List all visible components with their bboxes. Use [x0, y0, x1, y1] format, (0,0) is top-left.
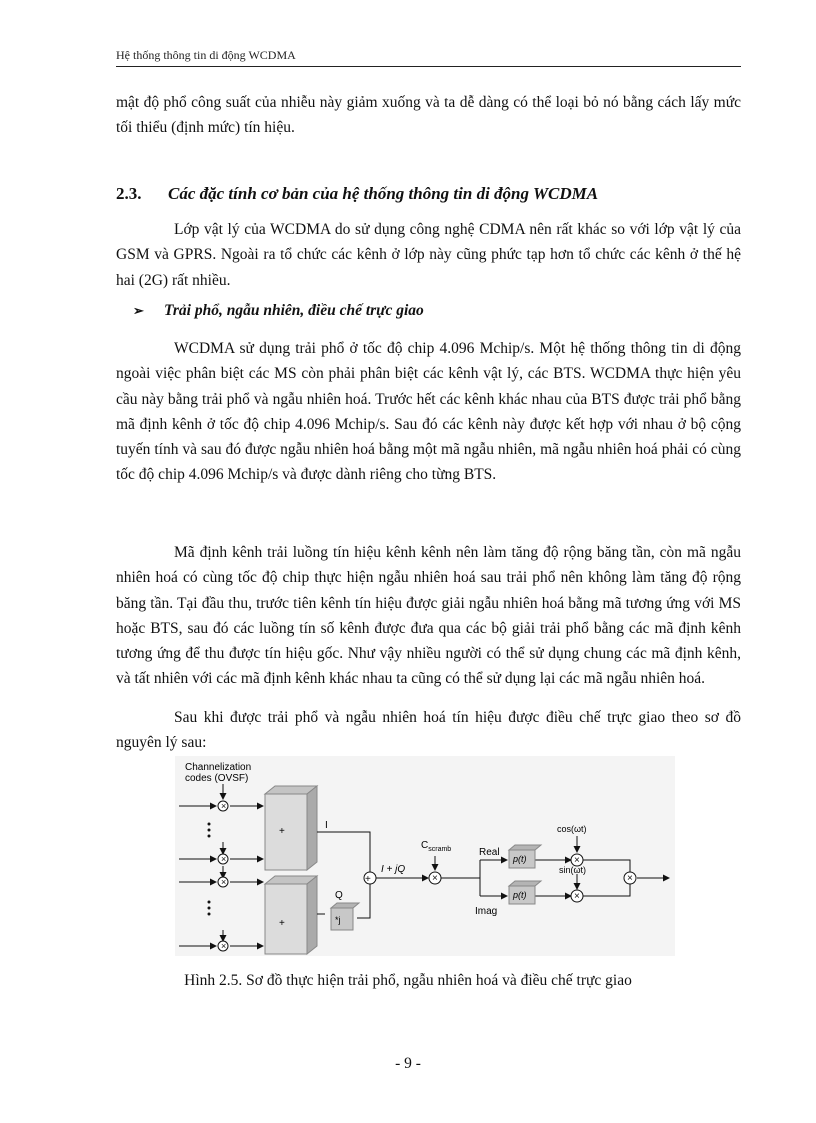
bullet-arrow-icon: ➢ — [133, 303, 144, 318]
label-i-plus-jq: I + jQ — [381, 864, 406, 875]
section-number: 2.3. — [116, 184, 142, 203]
bullet-heading — [133, 302, 424, 320]
label-real: Real — [479, 847, 500, 858]
svg-text:×: × — [574, 891, 580, 902]
label-i-branch: I — [325, 820, 328, 831]
label-ovsf: codes (OVSF) — [185, 773, 249, 784]
label-channelization: Channelization — [185, 762, 252, 773]
label-scrambling-c: C — [421, 840, 429, 851]
label-adder-bottom: + — [279, 918, 285, 929]
svg-text:×: × — [432, 873, 438, 884]
modulation-diagram — [175, 756, 675, 956]
label-imag: Imag — [475, 906, 498, 917]
label-scrambling-code — [421, 840, 451, 853]
paragraph-modulation-intro: Sau khi được trải phổ và ngẫu nhiên hoá tín hiệu được điều chế trực giao theo sơ đồ nguyên lý sau: — [116, 709, 741, 752]
svg-text:×: × — [627, 873, 633, 884]
label-pulse-shaping-top: p(t) — [513, 854, 527, 864]
paragraph-channel-codes: Mã định kênh trải luồng tín hiệu kênh kênh nên làm tăng độ rộng băng tần, còn mã ngẫu nhiên hoá có cùng tốc độ chip thực hiện ngẫu nhiên hoá sau trải phổ nên không làm tăng độ rộng băng tần. Tại đầu thu, trước tiên kênh tín hiệu được giải ngẫu nhiên hoá bằng mã tương ứng với MS hoặc BTS, sau đó các luồng tín số kênh được đưa qua các bộ giải trải phổ bằng các mã định kênh tương ứng để thu được tín hiệu gốc. Như vậy nhiều người có thể sử dụng chung các mã định kênh, và tất nhiên với các mã định kênh khác nhau ta cũng có thể sử dụng lại các mã ngẫu nhiên hoá. — [116, 544, 741, 688]
running-header: Hệ thống thông tin di động WCDMA — [116, 48, 741, 67]
page-number: - 9 - — [395, 1055, 421, 1072]
figure-caption: Hình 2.5. Sơ đồ thực hiện trải phổ, ngẫu nhiên hoá và điều chế trực giao — [184, 972, 632, 989]
section-heading — [116, 184, 598, 204]
section-title: Các đặc tính cơ bản của hệ thống thông tin di động WCDMA — [168, 184, 599, 203]
label-scrambling-sub: scramb — [428, 846, 452, 853]
paragraph-intro: mật độ phổ công suất của nhiễu này giảm xuống và ta dễ dàng có thể loại bỏ nó bằng cách lấy mức tối thiểu (định mức) tín hiệu. — [116, 94, 741, 137]
svg-text:×: × — [574, 855, 580, 866]
paragraph-spreading: WCDMA sử dụng trải phổ ở tốc độ chip 4.096 Mchip/s. Một hệ thống thông tin di động ngoài việc phân biệt các MS còn phải phân biệt các kênh vật lý, các BTS. WCDMA thực hiện yêu cầu này bằng trải phổ và ngẫu nhiên hoá. Trước hết các kênh khác nhau của BTS được trải phổ bằng mã định kênh ở tốc độ chip 4.096 Mchip/s. Sau đó các kênh này được kết hợp với nhau ở bộ cộng tuyến tính và sau đó được ngẫu nhiên hoá bằng một mã ngẫu nhiên, mã ngẫu nhiên hoá phải có cùng tốc độ chip 4.096 Mchip/s và được dành riêng cho từng BTS. — [116, 340, 741, 484]
paragraph-physical-layer: Lớp vật lý của WCDMA do sử dụng công nghệ CDMA nên rất khác so với lớp vật lý của GSM và GPRS. Ngoài ra tổ chức các kênh ở lớp này cũng phức tạp hơn tổ chức các kênh ở thế hệ hai (2G) rất nhiều. — [116, 221, 741, 289]
label-cos-carrier: cos(ωt) — [557, 824, 587, 834]
bullet-heading-text: Trải phổ, ngẫu nhiên, điều chế trực giao — [164, 302, 424, 319]
label-q-branch: Q — [335, 890, 343, 901]
label-j-multiplier: *j — [335, 915, 341, 925]
label-adder-top: + — [279, 826, 285, 837]
svg-text:×: × — [221, 877, 227, 887]
label-pulse-shaping-bottom: p(t) — [513, 890, 527, 900]
modulation-diagram-svg — [175, 756, 675, 956]
svg-text:×: × — [221, 854, 227, 864]
svg-text:×: × — [221, 801, 227, 811]
svg-text:×: × — [221, 941, 227, 951]
label-sin-carrier: sin(ωt) — [559, 865, 587, 875]
svg-text:+: + — [365, 874, 371, 885]
